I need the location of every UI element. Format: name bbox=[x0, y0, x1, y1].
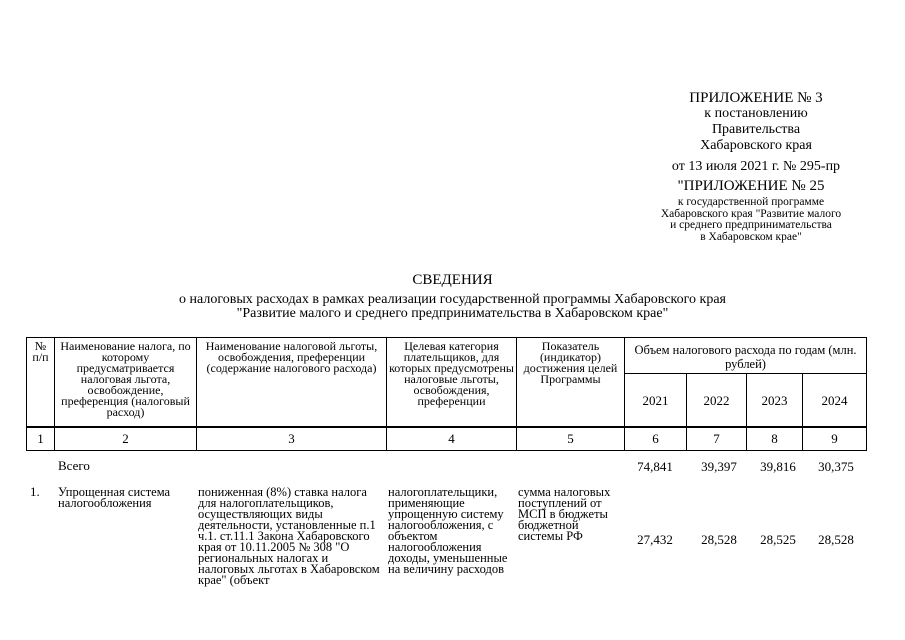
row-tax-name: Упрощенная система налогообложения bbox=[58, 485, 171, 510]
row-indicator: сумма налоговых поступлений от МСП в бюджеты бюджетной системы РФ bbox=[518, 485, 611, 543]
row-benefit: пониженная (8%) ставка налога для налогоплательщиков, осуществляющих виды деятельности, установленные п.1 ч.1. ст.11.1 Закона Хабаровского края от 10.11.2005 № 308 "О региональных налогах и налоговых льготах в Хабаровском крае" (объект bbox=[198, 485, 380, 587]
column-number: 7 bbox=[687, 428, 747, 451]
column-number: 2 bbox=[55, 428, 197, 451]
appendix-3-line2: Правительства bbox=[711, 122, 801, 137]
total-label: Всего bbox=[58, 458, 90, 473]
document-subtitle bbox=[120, 293, 785, 321]
column-number: 8 bbox=[747, 428, 803, 451]
header-year: 2023 bbox=[747, 374, 803, 427]
row-category: налогоплательщики, применяющие упрощенную систему налогообложения, с объектом налогообложения доходы, уменьшенные на величину расходов bbox=[388, 485, 508, 576]
row-number: 1. bbox=[30, 484, 40, 499]
row-value: 28,528 bbox=[701, 532, 737, 547]
header-table bbox=[26, 337, 867, 427]
column-number: 3 bbox=[197, 428, 387, 451]
column-number: 1 bbox=[27, 428, 55, 451]
header-benefit-name: Наименование налоговой льготы, освобождения, преференции (содержание налогового расхода) bbox=[197, 338, 387, 427]
appendix-25-block bbox=[640, 178, 862, 243]
appendix-3-date: от 13 июля 2021 г. № 295-пр bbox=[671, 159, 841, 174]
row-value: 28,525 bbox=[760, 532, 796, 547]
total-value: 74,841 bbox=[637, 459, 673, 474]
document-subtitle-line1: о налоговых расходах в рамках реализации государственной программы Хабаровского края bbox=[179, 292, 726, 307]
document-title: СВЕДЕНИЯ bbox=[412, 272, 493, 288]
column-number-row bbox=[26, 427, 867, 451]
total-value: 39,397 bbox=[701, 459, 737, 474]
header-category: Целевая категория плательщиков, для которых предусмотрены налоговые льготы, освобождения, преференции bbox=[387, 338, 517, 427]
header-year: 2021 bbox=[625, 374, 687, 427]
row-value: 28,528 bbox=[818, 532, 854, 547]
appendix-3-line1: к постановлению bbox=[704, 106, 808, 121]
column-number: 6 bbox=[625, 428, 687, 451]
header-tax-name: Наименование налога, по которому предусматривается налоговая льгота, освобождение, преференция (налоговый расход) bbox=[55, 338, 197, 427]
header-year: 2024 bbox=[803, 374, 867, 427]
header-year: 2022 bbox=[687, 374, 747, 427]
appendix-25-line1: к государственной программе bbox=[677, 196, 825, 208]
total-value: 30,375 bbox=[818, 459, 854, 474]
column-number: 4 bbox=[387, 428, 517, 451]
appendix-25-line2: Хабаровского края "Развитие малого bbox=[660, 207, 842, 220]
appendix-3-block bbox=[650, 90, 862, 175]
header-volume: Объем налогового расхода по годам (млн. рублей) bbox=[625, 338, 867, 374]
column-number: 9 bbox=[803, 428, 867, 451]
appendix-25-line3: и среднего предпринимательства bbox=[670, 219, 832, 231]
appendix-25-line4: в Хабаровском крае" bbox=[700, 230, 802, 243]
document-subtitle-line2: "Развитие малого и среднего предпринимательства в Хабаровском крае" bbox=[236, 306, 669, 321]
appendix-3-title: ПРИЛОЖЕНИЕ № 3 bbox=[689, 90, 823, 106]
header-num: № п/п bbox=[27, 338, 55, 427]
total-value: 39,816 bbox=[760, 459, 796, 474]
appendix-3-line3: Хабаровского края bbox=[700, 138, 812, 153]
column-number: 5 bbox=[517, 428, 625, 451]
appendix-25-title: "ПРИЛОЖЕНИЕ № 25 bbox=[677, 178, 825, 194]
header-indicator: Показатель (индикатор) достижения целей Программы bbox=[517, 338, 625, 427]
row-value: 27,432 bbox=[637, 532, 673, 547]
